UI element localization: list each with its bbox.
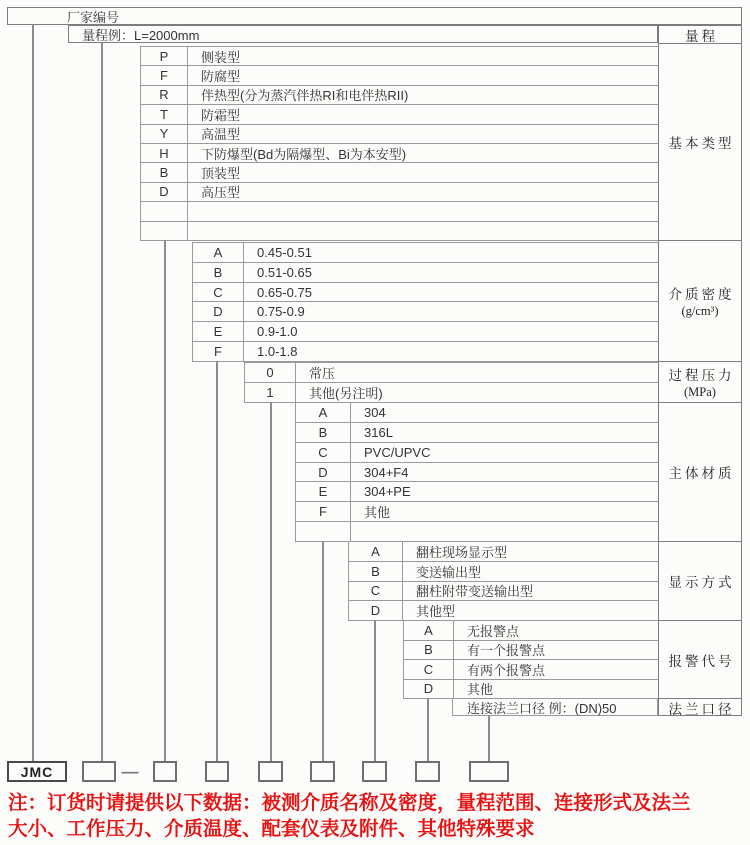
table-row xyxy=(245,363,658,383)
table-row xyxy=(349,562,658,582)
option-code: C xyxy=(349,582,403,601)
option-description: 0.45-0.51 xyxy=(257,244,312,260)
option-description: 0.75-0.9 xyxy=(257,304,305,320)
model-prefix-box: JMC xyxy=(7,761,67,782)
alarm-code-table xyxy=(403,620,658,699)
code-box-pressure xyxy=(258,761,283,782)
table-row xyxy=(245,383,658,403)
option-code xyxy=(141,222,188,240)
option-code: C xyxy=(193,283,244,302)
option-description: 侧装型 xyxy=(201,49,241,65)
table-row xyxy=(349,601,658,621)
category-flange-diameter: 法兰口径 xyxy=(668,702,735,717)
option-code: F xyxy=(296,502,351,521)
option-description: 304 xyxy=(364,404,386,420)
code-dash: — xyxy=(121,762,139,781)
option-description: 防腐型 xyxy=(201,69,241,85)
option-description: 下防爆型(Bd为隔爆型、Bi为本安型) xyxy=(201,146,407,162)
option-description: 常压 xyxy=(309,366,336,381)
option-code: R xyxy=(141,86,188,104)
option-description: 无报警点 xyxy=(467,623,520,639)
option-description: 0.65-0.75 xyxy=(257,284,312,300)
option-code: B xyxy=(404,641,454,660)
table-row xyxy=(141,202,658,221)
option-description: 高压型 xyxy=(201,185,241,201)
option-code: D xyxy=(349,601,403,620)
option-code: B xyxy=(141,163,188,181)
option-code: D xyxy=(404,680,454,699)
option-description: 304+PE xyxy=(364,484,411,500)
option-description: 翻柱现场显示型 xyxy=(416,544,508,560)
table-row xyxy=(141,144,658,163)
option-code: A xyxy=(349,542,403,561)
table-row xyxy=(296,423,658,443)
table-row xyxy=(141,105,658,124)
connector-line xyxy=(322,541,324,761)
option-code: E xyxy=(296,482,351,501)
option-description: 其他 xyxy=(364,505,391,521)
manufacturer-label: 厂家编号 xyxy=(67,9,120,25)
code-box-density xyxy=(205,761,229,782)
option-description: 伴热型(分为蒸汽伴热RI和电伴热RII) xyxy=(201,88,409,104)
option-code: T xyxy=(141,105,188,123)
option-description xyxy=(188,202,658,220)
medium-density-table xyxy=(192,242,658,362)
table-row xyxy=(404,621,658,641)
option-code: D xyxy=(296,463,351,482)
option-code: A xyxy=(404,621,454,640)
connector-line xyxy=(101,43,103,761)
category-column xyxy=(658,25,742,716)
option-description: 防霜型 xyxy=(201,107,241,123)
table-row xyxy=(296,403,658,423)
flange-diameter-label: 连接法兰口径 例：(DN)50 xyxy=(467,700,617,716)
option-code: E xyxy=(193,322,244,341)
option-code: B xyxy=(193,263,244,282)
table-row xyxy=(349,542,658,562)
table-row xyxy=(193,283,658,303)
option-code: B xyxy=(296,423,351,442)
option-description xyxy=(351,522,658,541)
table-row xyxy=(141,86,658,105)
process-pressure-table xyxy=(244,362,658,403)
connector-line xyxy=(216,361,218,761)
manufacturer-row xyxy=(7,7,742,25)
option-description: 其他型 xyxy=(416,604,456,620)
option-code: D xyxy=(193,302,244,321)
table-row xyxy=(404,680,658,700)
connector-line xyxy=(374,620,376,761)
option-code: B xyxy=(349,562,403,581)
option-code: P xyxy=(141,47,188,65)
code-box-display xyxy=(362,761,387,782)
option-description: 翻柱附带变送输出型 xyxy=(416,584,534,600)
code-box-basic-type xyxy=(153,761,177,782)
connector-line xyxy=(427,698,429,761)
table-row xyxy=(193,322,658,342)
option-code: 1 xyxy=(245,383,296,402)
connector-line xyxy=(488,716,490,761)
table-row xyxy=(193,302,658,322)
table-row xyxy=(296,463,658,483)
table-row xyxy=(141,183,658,202)
option-description xyxy=(188,222,658,240)
connector-line xyxy=(164,240,166,761)
table-row xyxy=(193,243,658,263)
table-row xyxy=(141,47,658,66)
connector-line xyxy=(270,402,272,761)
option-description: PVC/UPVC xyxy=(364,444,431,460)
table-row xyxy=(193,342,658,362)
option-code: C xyxy=(296,443,351,462)
option-code xyxy=(141,202,188,220)
table-row xyxy=(404,641,658,661)
option-code xyxy=(296,522,351,541)
option-description: 0.9-1.0 xyxy=(257,324,298,340)
option-description: 316L xyxy=(364,424,393,440)
table-row xyxy=(349,582,658,602)
basic-type-table xyxy=(140,46,658,241)
range-example-row xyxy=(68,25,658,43)
table-row xyxy=(141,163,658,182)
table-row xyxy=(141,125,658,144)
code-box-flange xyxy=(469,761,509,782)
option-code: H xyxy=(141,144,188,162)
option-code: A xyxy=(193,243,244,262)
option-code: F xyxy=(141,66,188,84)
option-description: 高温型 xyxy=(201,127,241,143)
option-code: C xyxy=(404,660,454,679)
code-box-material xyxy=(310,761,335,782)
table-row xyxy=(296,482,658,502)
option-description: 其他(另注明) xyxy=(309,386,383,401)
option-description: 0.51-0.65 xyxy=(257,264,312,280)
option-description: 304+F4 xyxy=(364,464,409,480)
table-row xyxy=(296,522,658,542)
order-note-line2: 大小、工作压力、介质温度、配套仪表及附件、其他特殊要求 xyxy=(8,818,535,840)
category-display-mode: 显示方式 xyxy=(659,542,741,621)
table-row xyxy=(141,222,658,241)
table-row xyxy=(296,502,658,522)
option-description: 有两个报警点 xyxy=(467,662,546,678)
range-example-label: 量程例：L=2000mm xyxy=(82,27,200,43)
option-description: 其他 xyxy=(467,682,494,698)
display-mode-table xyxy=(348,541,658,621)
category-process-pressure: 过程压力 (MPa) xyxy=(659,362,741,403)
order-note-line1: 注：订货时请提供以下数据：被测介质名称及密度，量程范围、连接形式及法兰 xyxy=(8,792,691,814)
table-row xyxy=(193,263,658,283)
code-box-range xyxy=(82,761,116,782)
category-body-material: 主体材质 xyxy=(659,403,741,542)
category-basic-type: 基本类型 xyxy=(659,44,741,241)
code-box-alarm xyxy=(415,761,440,782)
category-range: 量程 xyxy=(659,26,741,44)
body-material-table xyxy=(295,402,658,542)
table-row xyxy=(141,66,658,85)
option-code: Y xyxy=(141,125,188,143)
option-code: 0 xyxy=(245,363,296,382)
option-code: A xyxy=(296,403,351,422)
option-description: 变送输出型 xyxy=(416,564,482,580)
connector-line xyxy=(32,24,34,761)
option-description: 有一个报警点 xyxy=(467,643,546,659)
option-description: 顶装型 xyxy=(201,166,241,182)
flange-diameter-row xyxy=(452,698,658,716)
option-code: F xyxy=(193,342,244,361)
option-description: 1.0-1.8 xyxy=(257,344,298,360)
option-code: D xyxy=(141,183,188,201)
category-medium-density: 介质密度 (g/cm³) xyxy=(659,241,741,362)
category-alarm-code: 报警代号 xyxy=(659,621,741,699)
order-note xyxy=(8,790,748,842)
table-row xyxy=(296,443,658,463)
table-row xyxy=(404,660,658,680)
